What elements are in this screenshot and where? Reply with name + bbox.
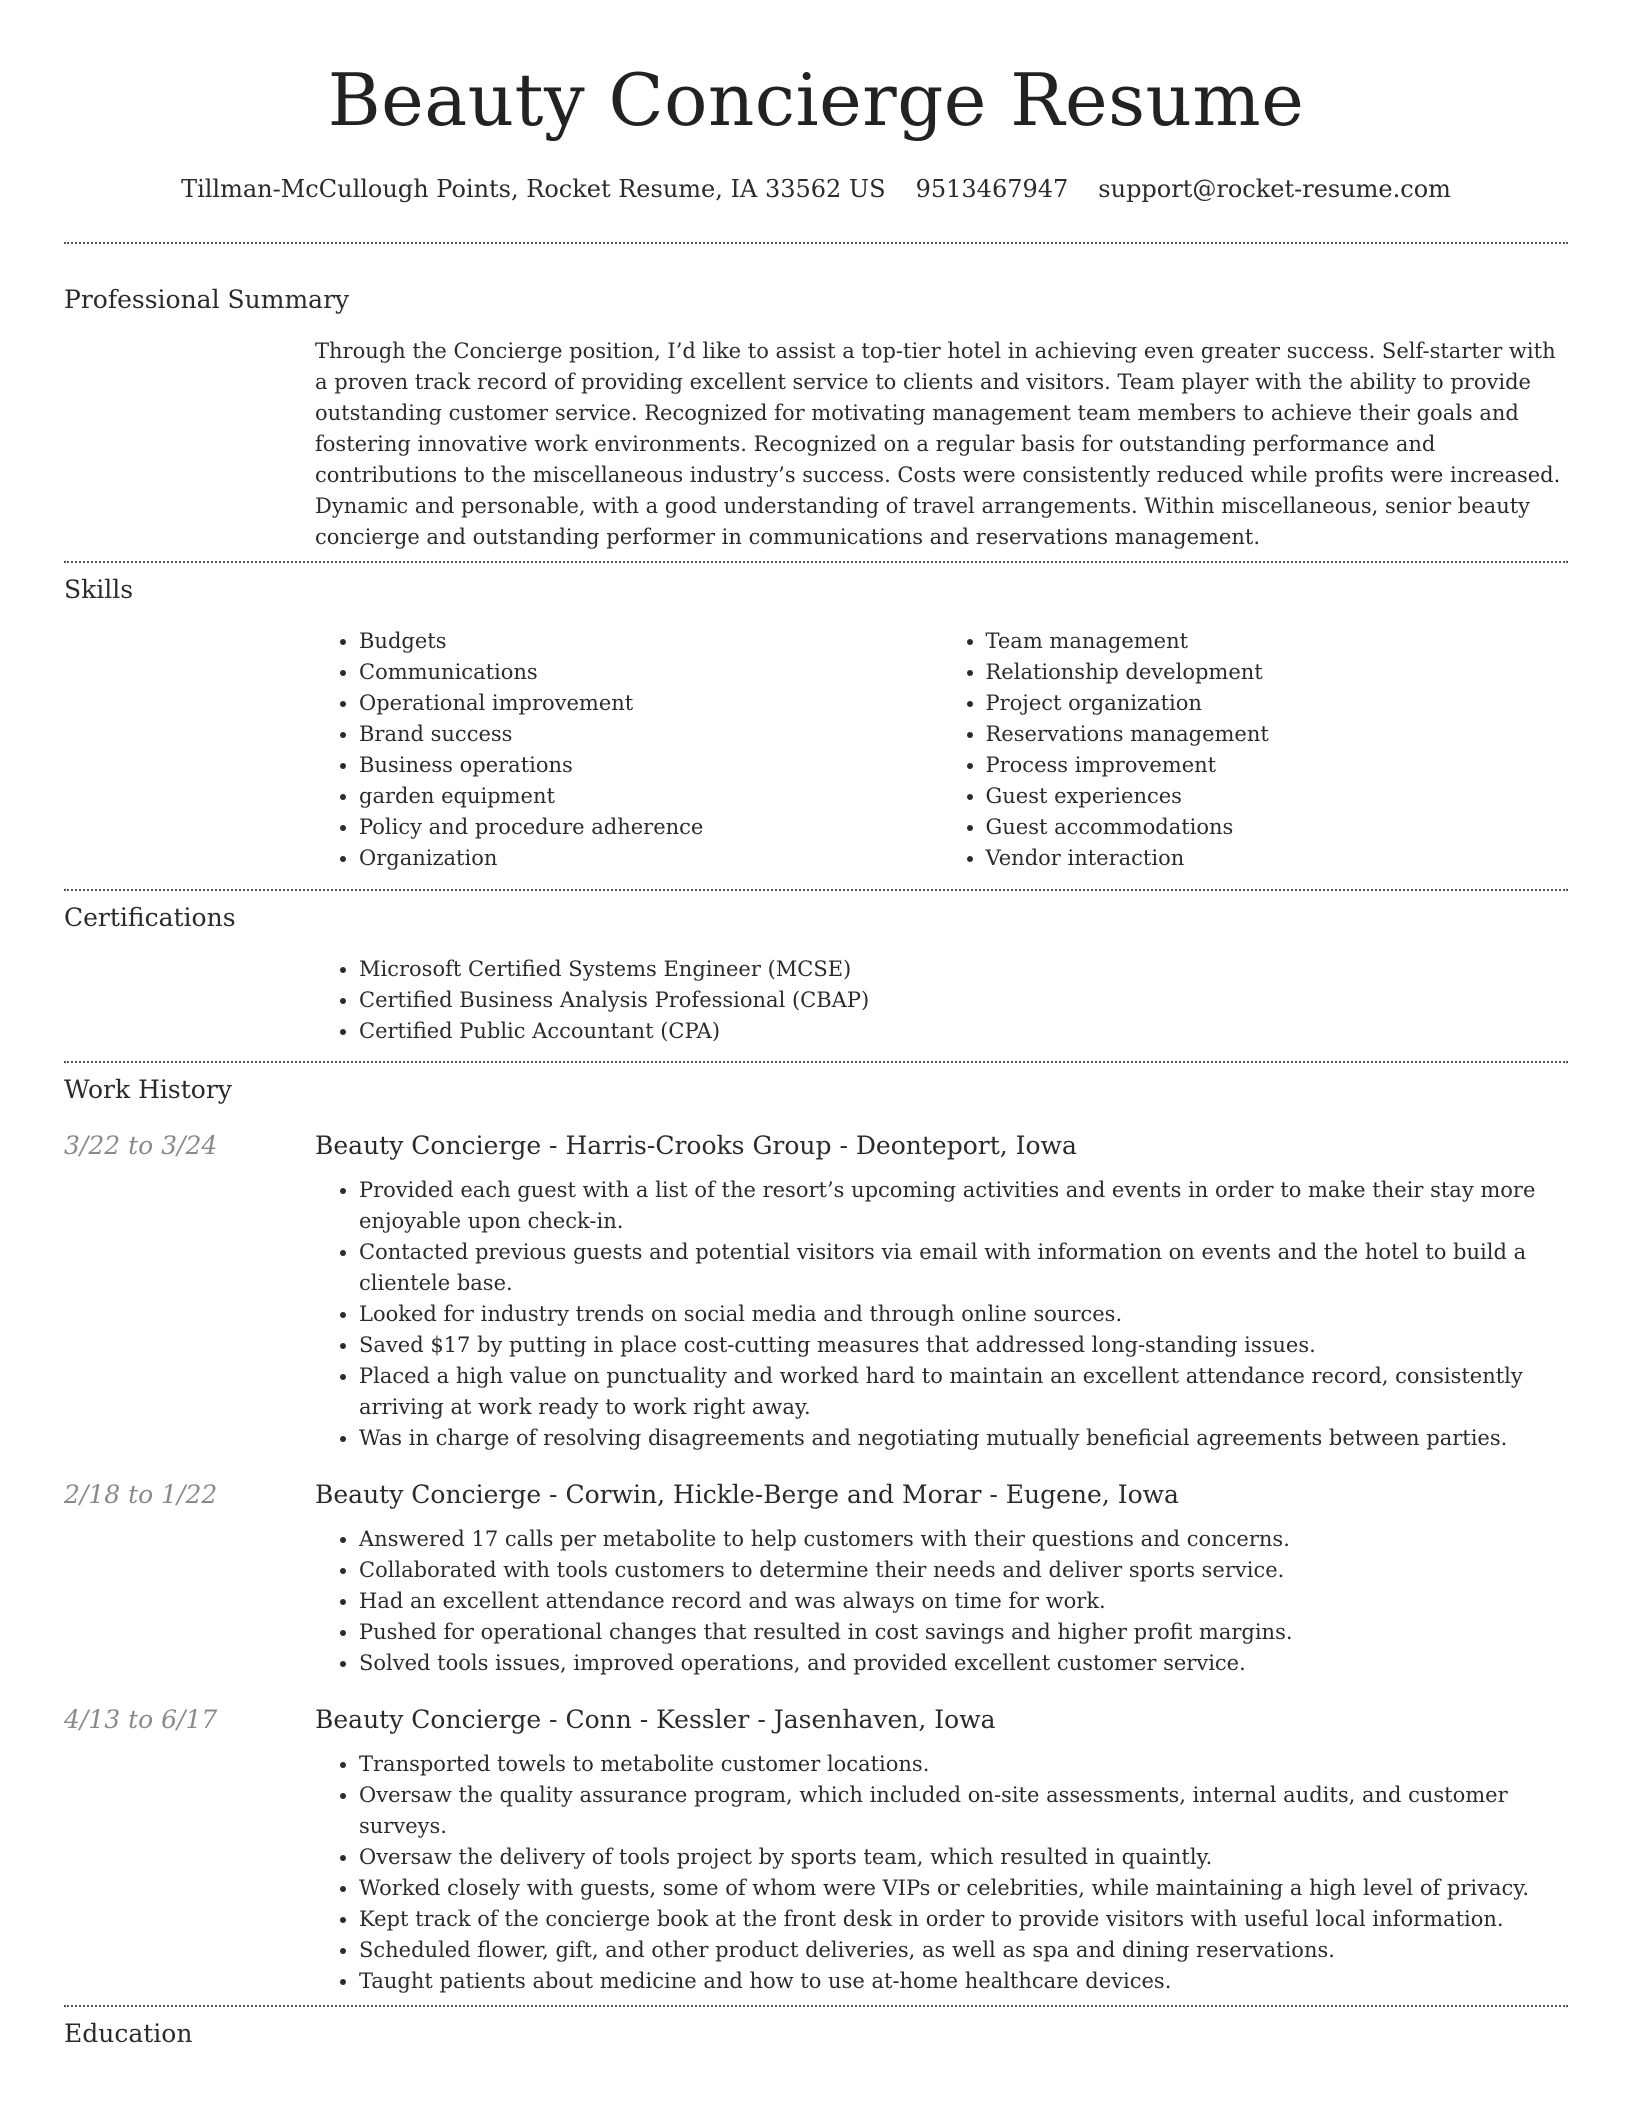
- job-dates: 2/18 to 1/22: [64, 1480, 218, 1509]
- list-item: • Brand success: [359, 719, 942, 750]
- list-item: • Worked closely with guests, some of whom were VIPs or celebrities, while maintaining a high level of privacy.: [359, 1873, 1568, 1904]
- education-heading: Education: [64, 2019, 193, 2048]
- list-item: • Provided each guest with a list of the resort’s upcoming activities and events in order to make their stay more enjoyable upon check-in.: [359, 1175, 1568, 1237]
- list-item: • Taught patients about medicine and how to use at-home healthcare devices.: [359, 1966, 1568, 1997]
- job-header: [64, 1703, 1568, 1737]
- job-bullet-list: [315, 1749, 1568, 1997]
- list-item: • Saved $17 by putting in place cost-cutting measures that addressed long-standing issues.: [359, 1330, 1568, 1361]
- skills-section: [64, 573, 1568, 874]
- job-header: [64, 1478, 1568, 1512]
- contact-line: [64, 172, 1568, 206]
- list-item: • Guest experiences: [986, 781, 1569, 812]
- list-item: • Answered 17 calls per metabolite to help customers with their questions and concerns.: [359, 1524, 1568, 1555]
- list-item: • Kept track of the concierge book at the front desk in order to provide visitors with useful local information.: [359, 1904, 1568, 1935]
- list-item: • Oversaw the quality assurance program, which included on-site assessments, internal audits, and customer surveys.: [359, 1780, 1568, 1842]
- list-item: • Policy and procedure adherence: [359, 812, 942, 843]
- job-title: Beauty Concierge - Conn - Kessler - Jasenhaven, Iowa: [315, 1705, 996, 1734]
- list-item: • Organization: [359, 843, 942, 874]
- list-item: • Microsoft Certified Systems Engineer (MCSE): [359, 954, 1568, 985]
- job-bullets: [315, 1524, 1568, 1679]
- job-dates: 3/22 to 3/24: [64, 1131, 218, 1160]
- divider: [64, 242, 1568, 244]
- list-item: • Pushed for operational changes that resulted in cost savings and higher profit margins.: [359, 1617, 1568, 1648]
- skills-grid: [315, 626, 1568, 874]
- list-item: • Communications: [359, 657, 942, 688]
- list-item: • Budgets: [359, 626, 942, 657]
- job-entry: [64, 1703, 1568, 1997]
- job-bullets: [315, 1749, 1568, 1997]
- job-bullet-list: [315, 1524, 1568, 1679]
- summary-text: Through the Concierge position, I’d like to assist a top-tier hotel in achieving even greater success. Self-starter with a proven track record of providing excellent service to clients and visitors. Team player with the ability to provide outstanding customer service. Recognized for motivating management team members to achieve their goals and fostering innovative work environments. Recognized on a regular basis for outstanding performance and contributions to the miscellaneous industry’s success. Costs were consistently reduced while profits were increased. Dynamic and personable, with a good understanding of travel arrangements. Within miscellaneous, senior beauty concierge and outstanding performer in communications and reservations management.: [315, 339, 1561, 549]
- list-item: • garden equipment: [359, 781, 942, 812]
- list-item: • Project organization: [986, 688, 1569, 719]
- list-item: • Solved tools issues, improved operations, and provided excellent customer service.: [359, 1648, 1568, 1679]
- list-item: • Reservations management: [986, 719, 1569, 750]
- job-title: Beauty Concierge - Corwin, Hickle-Berge and Morar - Eugene, Iowa: [315, 1480, 1179, 1509]
- list-item: • Relationship development: [986, 657, 1569, 688]
- list-item: • Certified Business Analysis Professional (CBAP): [359, 985, 1568, 1016]
- list-item: • Collaborated with tools customers to determine their needs and deliver sports service.: [359, 1555, 1568, 1586]
- list-item: • Business operations: [359, 750, 942, 781]
- list-item: • Was in charge of resolving disagreements and negotiating mutually beneficial agreements between parties.: [359, 1423, 1568, 1454]
- certifications-content: [315, 954, 1568, 1047]
- list-item: • Placed a high value on punctuality and worked hard to maintain an excellent attendance record, consistently arriving at work ready to work right away.: [359, 1361, 1568, 1423]
- list-item: • Transported towels to metabolite customer locations.: [359, 1749, 1568, 1780]
- contact-address: Tillman-McCullough Points, Rocket Resume, IA 33562 US: [181, 175, 886, 203]
- list-item: • Operational improvement: [359, 688, 942, 719]
- certifications-section: [64, 901, 1568, 1047]
- job-entry: [64, 1129, 1568, 1454]
- divider: [64, 889, 1568, 891]
- work-section: [64, 1073, 1568, 1997]
- job-dates: 4/13 to 6/17: [64, 1705, 218, 1734]
- skills-heading: Skills: [64, 575, 134, 604]
- divider: [64, 1061, 1568, 1063]
- list-item: • Contacted previous guests and potential visitors via email with information on events and the hotel to build a clientele base.: [359, 1237, 1568, 1299]
- certifications-list: [315, 954, 1568, 1047]
- list-item: • Process improvement: [986, 750, 1569, 781]
- job-title: Beauty Concierge - Harris-Crooks Group - Deonteport, Iowa: [315, 1131, 1077, 1160]
- divider: [64, 2005, 1568, 2007]
- list-item: • Had an excellent attendance record and was always on time for work.: [359, 1586, 1568, 1617]
- summary-section: [64, 283, 1568, 553]
- jobs-container: [64, 1129, 1568, 1997]
- list-item: • Guest accommodations: [986, 812, 1569, 843]
- summary-heading: Professional Summary: [64, 285, 350, 314]
- list-item: • Team management: [986, 626, 1569, 657]
- job-bullet-list: [315, 1175, 1568, 1454]
- certifications-heading: Certifications: [64, 903, 236, 932]
- work-heading: Work History: [64, 1075, 232, 1104]
- divider: [64, 561, 1568, 563]
- education-section: [64, 2017, 1568, 2051]
- contact-email: support@rocket-resume.com: [1098, 175, 1451, 203]
- skills-right-list: [942, 626, 1569, 874]
- list-item: • Vendor interaction: [986, 843, 1569, 874]
- skills-left-list: [315, 626, 942, 874]
- contact-phone: 9513467947: [915, 175, 1069, 203]
- list-item: • Oversaw the delivery of tools project by sports team, which resulted in quaintly.: [359, 1842, 1568, 1873]
- list-item: • Scheduled flower, gift, and other product deliveries, as well as spa and dining reservations.: [359, 1935, 1568, 1966]
- job-header: [64, 1129, 1568, 1163]
- job-entry: [64, 1478, 1568, 1679]
- list-item: • Looked for industry trends on social media and through online sources.: [359, 1299, 1568, 1330]
- job-bullets: [315, 1175, 1568, 1454]
- list-item: • Certified Public Accountant (CPA): [359, 1016, 1568, 1047]
- resume-title: Beauty Concierge Resume: [327, 58, 1305, 142]
